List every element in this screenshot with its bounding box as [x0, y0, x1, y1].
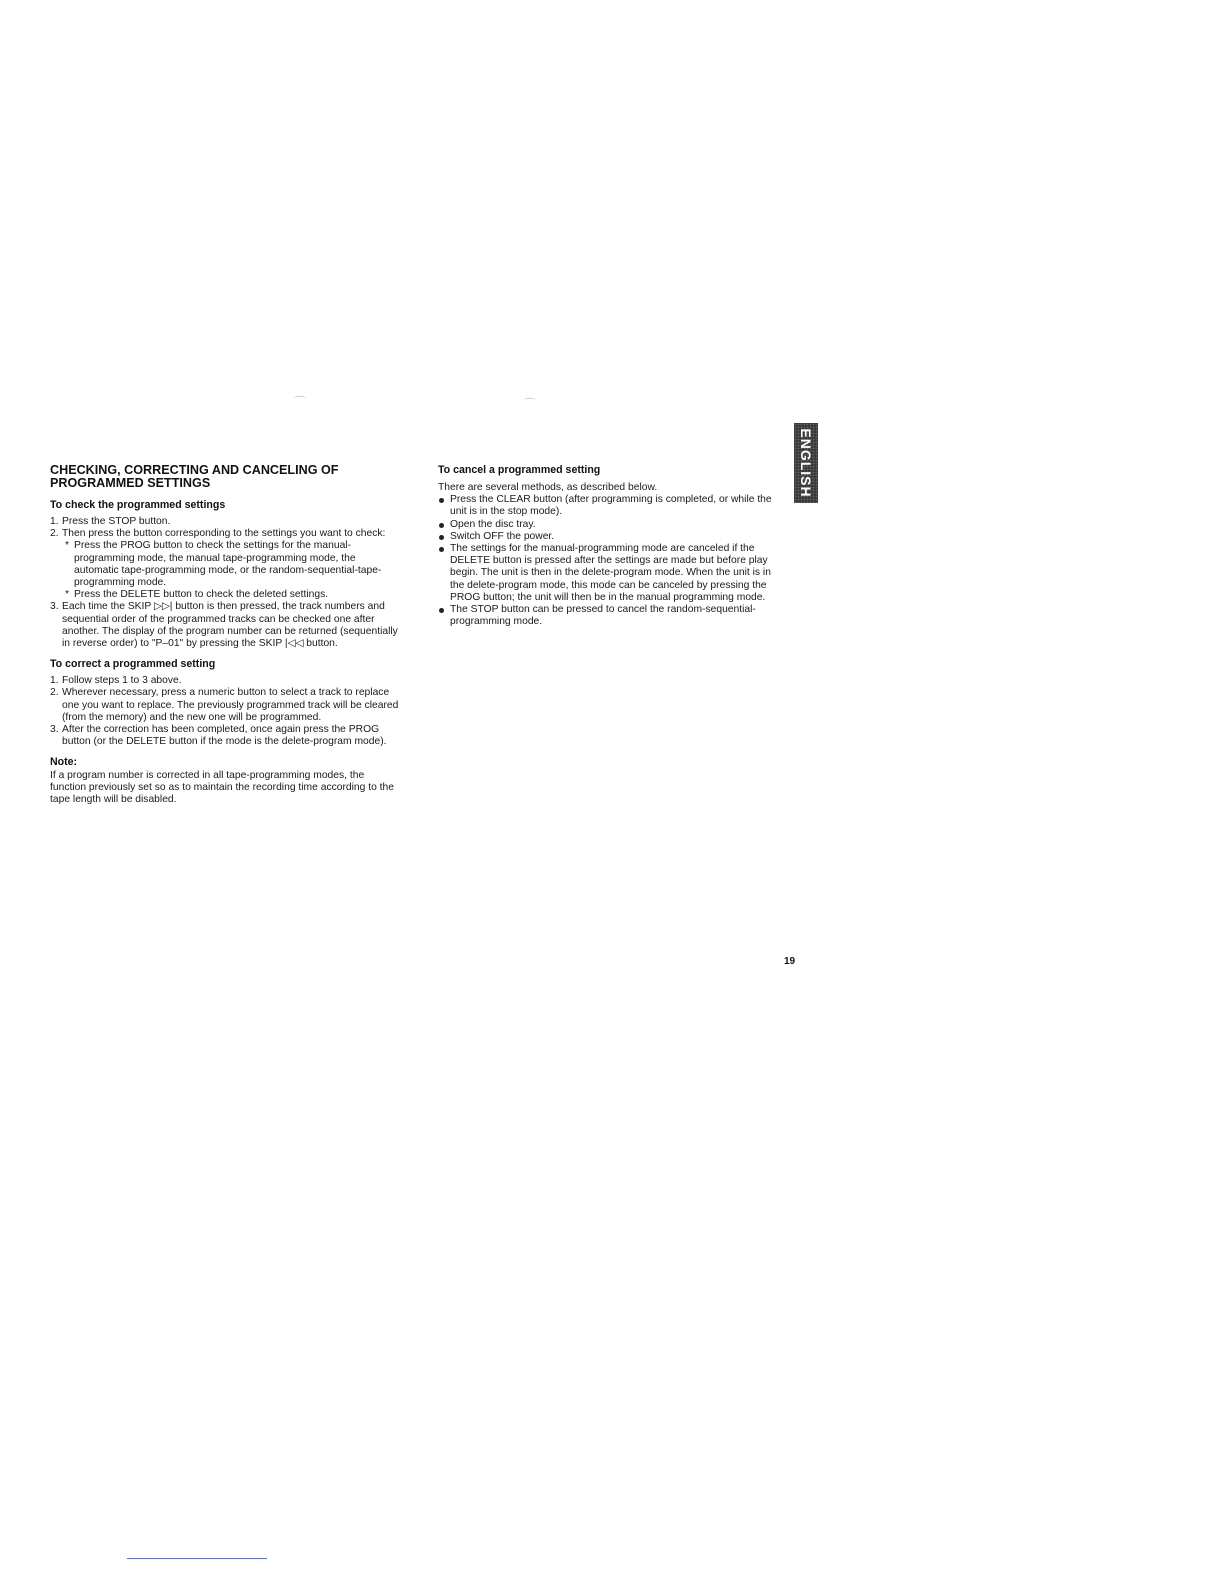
sub-item-text: Press the DELETE button to check the deleted settings.: [74, 589, 329, 601]
section-heading-line2: PROGRAMMED SETTINGS: [50, 476, 211, 490]
list-item: [50, 687, 402, 724]
correct-setting-steps: [50, 675, 402, 748]
cancel-setting-heading: To cancel a programmed setting: [438, 464, 601, 476]
step-text: Wherever necessary, press a numeric button to select a track to replace one you want to replace. The previously programmed track will be cleared (from the memory) and the new one will be programmed.: [62, 687, 399, 723]
asterisk-marker: *: [65, 589, 70, 601]
language-tab-label: ENGLISH: [798, 428, 814, 498]
step-number: 2.: [50, 528, 59, 540]
correct-setting-heading: To correct a programmed setting: [50, 658, 216, 671]
check-sub-list: [62, 540, 402, 601]
sub-item-text: Press the PROG button to check the settings for the manual-programming mode, the manual tape-programming mode, the automatic tape-programming mode, or the random-sequential-tape-programming mode.: [74, 540, 382, 589]
bullet-text: Press the CLEAR button (after programming is completed, or while the unit is in the stop mode).: [450, 494, 772, 518]
scan-speck: ⌒: [524, 397, 537, 411]
bullet-dot-icon: [439, 535, 444, 540]
bullet-dot-icon: [439, 498, 444, 503]
language-tab: [794, 423, 818, 503]
step-text: Each time the SKIP ▷▷| button is then pressed, the track numbers and sequential order of the programmed tracks can be checked one after another. The display of the program number can be returned (sequentially in reverse order) to "P–01" by pressing the SKIP |◁◁ button.: [62, 601, 398, 650]
section-heading: [50, 464, 402, 490]
list-item: [438, 519, 782, 531]
bottom-divider: [127, 1558, 267, 1559]
step-number: 1.: [50, 516, 59, 527]
bullet-text: The STOP button can be pressed to cancel the random-sequential-programming mode.: [450, 604, 756, 628]
list-item: [438, 531, 782, 543]
list-item: [50, 724, 402, 748]
step-number: 1.: [50, 675, 59, 687]
scan-speck: ⌒: [294, 395, 307, 409]
list-item: [62, 540, 402, 589]
bullet-text: The settings for the manual-programming mode are canceled if the DELETE button is pressed after the settings are made but before play begin. The unit is then in the delete-program mode. When the unit is in the delete-program mode, this mode can be canceled by pressing the PROG button; the unit will then be in the manual programming mode.: [450, 543, 771, 603]
step-text: Follow steps 1 to 3 above.: [62, 675, 182, 687]
bullet-dot-icon: [439, 523, 444, 528]
right-column: [438, 464, 782, 628]
step-number: 3.: [50, 724, 59, 736]
list-item: [50, 601, 402, 650]
check-settings-heading: To check the programmed settings: [50, 499, 226, 511]
list-item: [50, 675, 402, 687]
note-text: If a program number is corrected in all tape-programming modes, the function previously set so as to maintain the recording time according to the tape length will be disabled.: [50, 769, 394, 806]
step-text: Then press the button corresponding to the settings you want to check:: [62, 528, 386, 540]
bullet-dot-icon: [439, 608, 444, 613]
list-item: [50, 516, 402, 528]
step-text: Press the STOP button.: [62, 516, 171, 527]
list-item: [50, 528, 402, 601]
page-number: 19: [784, 956, 796, 967]
bullet-text: Switch OFF the power.: [450, 530, 555, 542]
cancel-methods-list: [438, 494, 782, 628]
list-item: [62, 589, 402, 601]
section-heading-line1: CHECKING, CORRECTING AND CANCELING OF: [50, 463, 339, 477]
step-number: 2.: [50, 687, 59, 699]
list-item: [438, 494, 782, 518]
check-settings-steps: [50, 516, 402, 650]
list-item: [438, 604, 782, 628]
left-column: [50, 464, 402, 806]
step-number: 3.: [50, 601, 59, 613]
bullet-dot-icon: [439, 547, 444, 552]
step-text: After the correction has been completed, once again press the PROG button (or the DELETE button if the mode is the delete-program mode).: [62, 724, 387, 748]
asterisk-marker: *: [65, 540, 70, 552]
note-title: Note:: [50, 756, 78, 769]
list-item: [438, 543, 782, 604]
bullet-text: Open the disc tray.: [450, 518, 536, 530]
cancel-intro: There are several methods, as described below.: [438, 482, 658, 493]
